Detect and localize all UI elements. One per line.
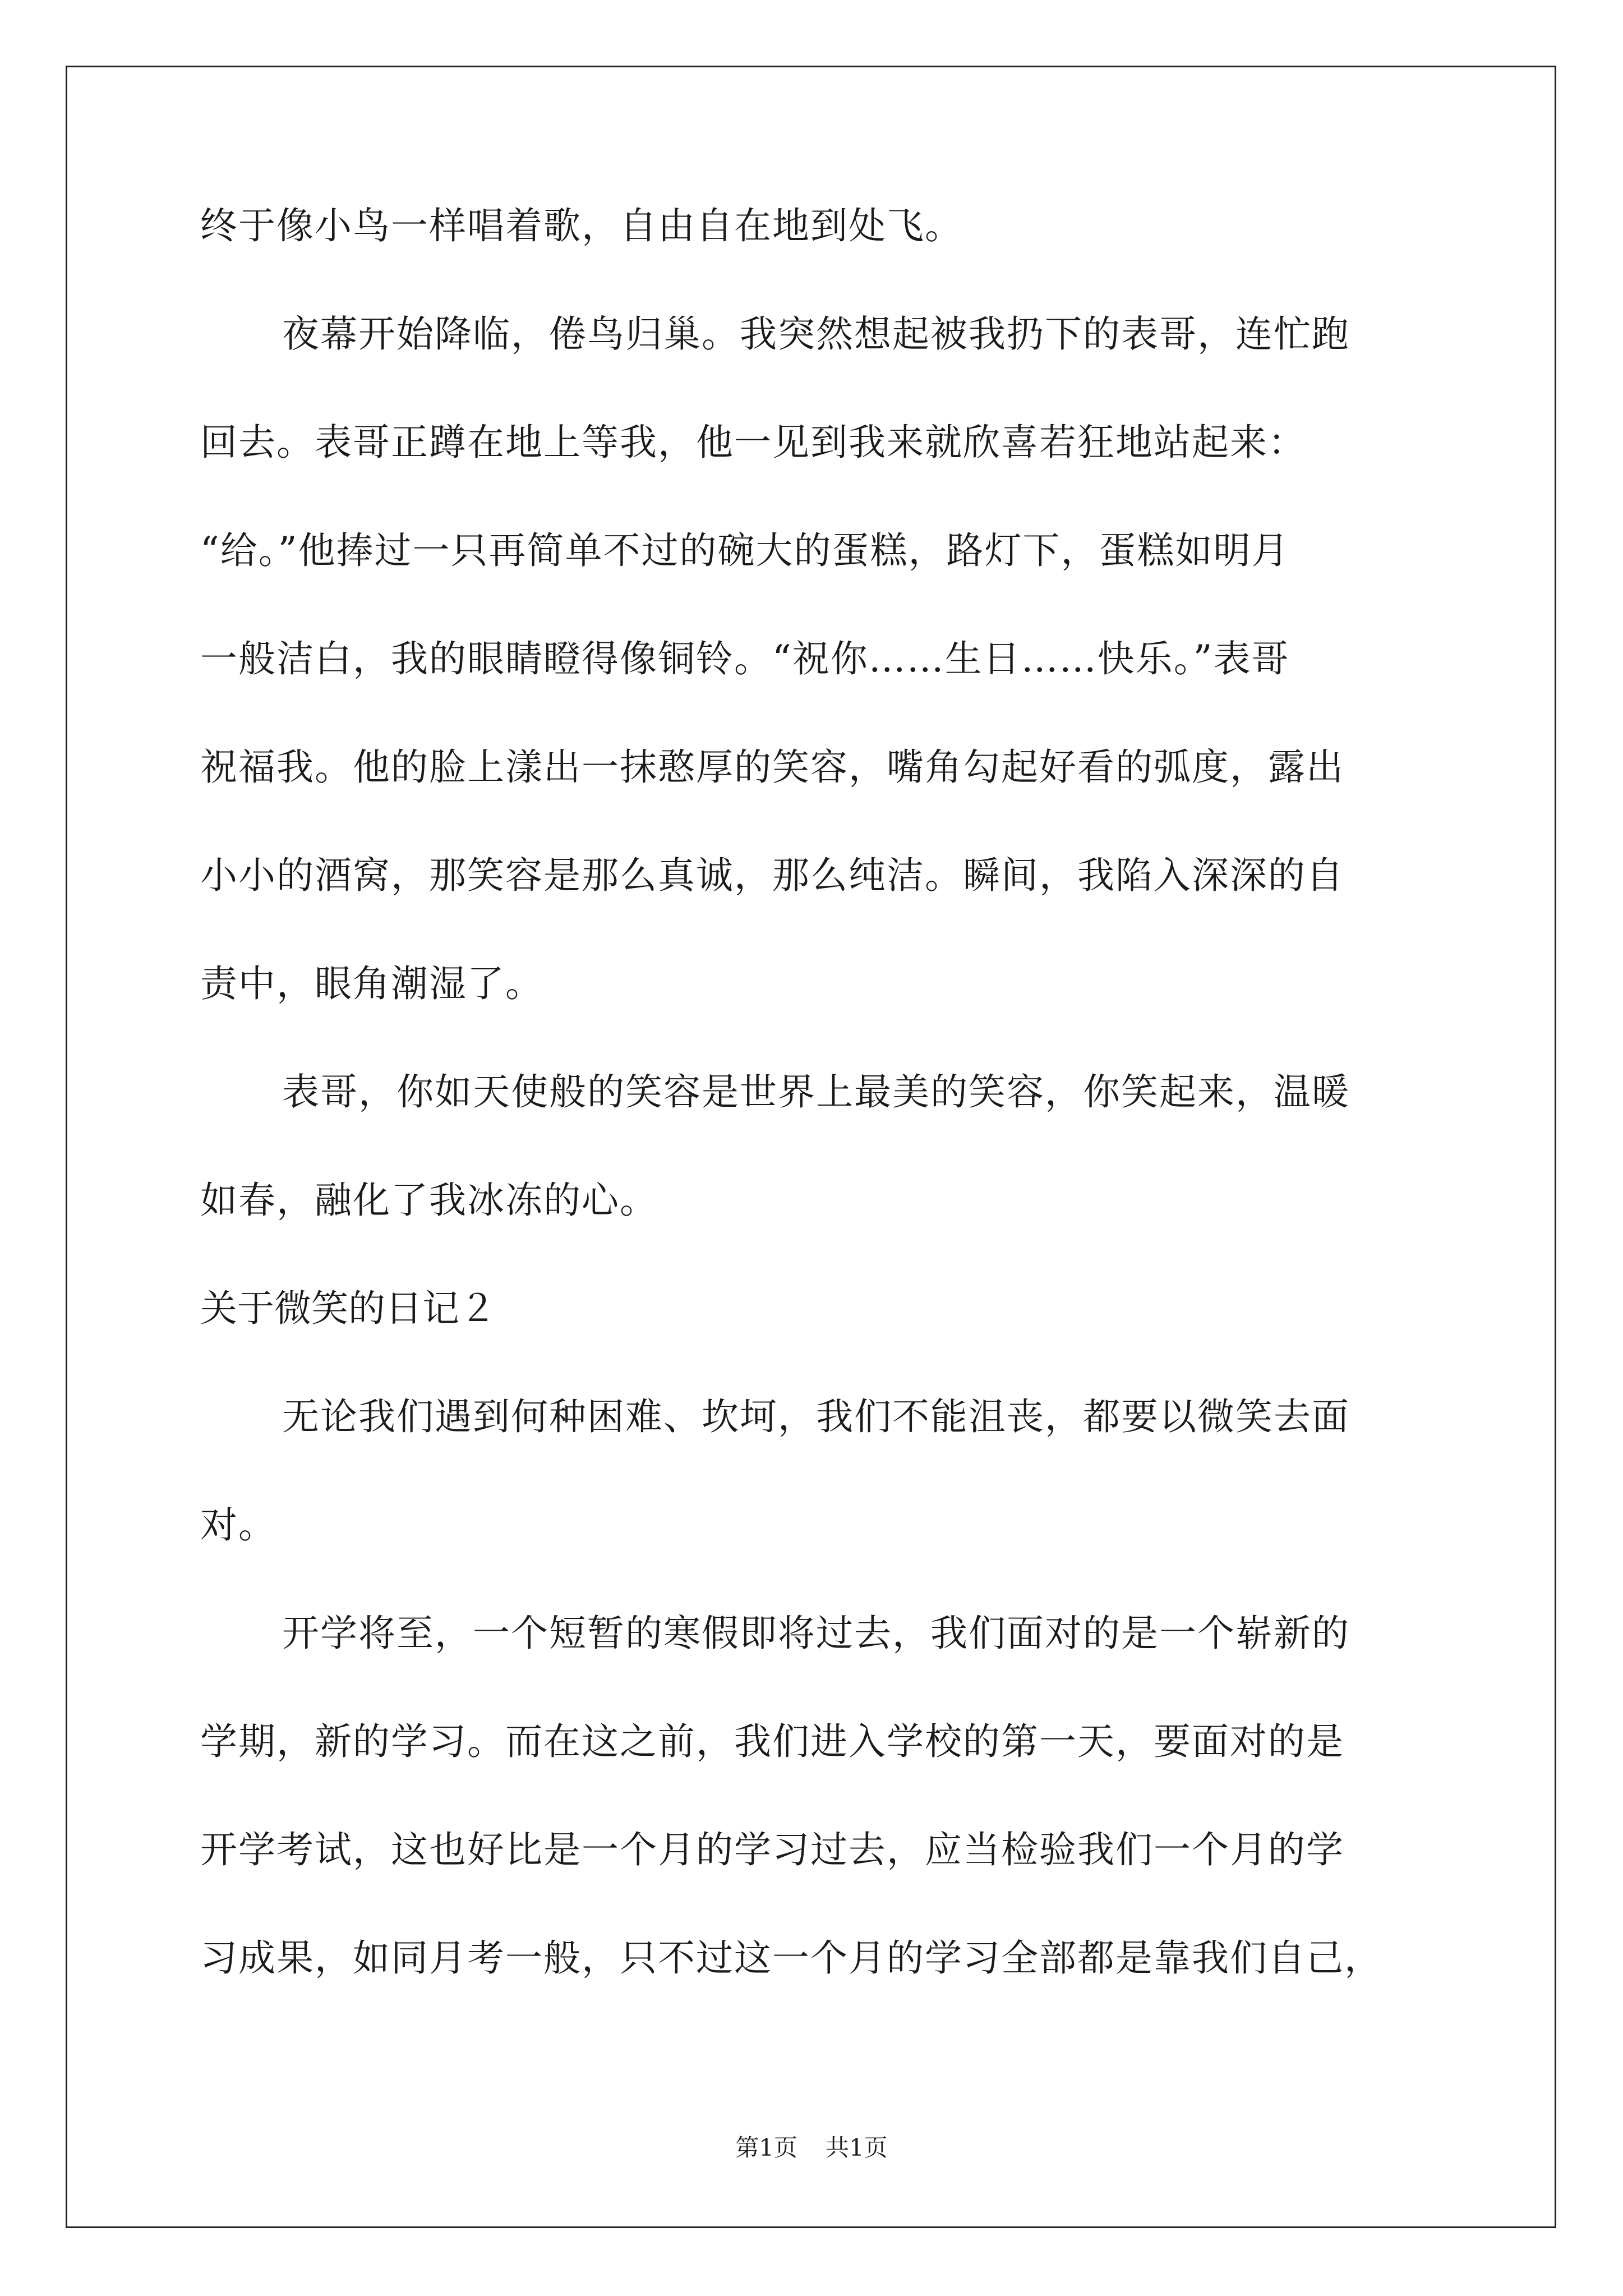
paragraph-line: 开学将至，一个短暂的寒假即将过去，我们面对的是一个崭新的 [282, 1612, 1350, 1655]
paragraph-line: 无论我们遇到何种困难、坎坷，我们不能沮丧，都要以微笑去面 [282, 1395, 1350, 1438]
paragraph-line: 对。 [200, 1503, 276, 1547]
document-body [200, 204, 1428, 2048]
section-heading: 关于微笑的日记２ [200, 1287, 496, 1330]
page-number: 第1页 [735, 2134, 797, 2161]
page-total: 共1页 [826, 2134, 888, 2161]
page-footer [0, 2136, 1623, 2160]
paragraph-line: 终于像小鸟一样唱着歌，自由自在地到处飞。 [200, 204, 963, 247]
paragraph-line: 习成果，如同月考一般，只不过这一个月的学习全部都是靠我们自己， [200, 1936, 1382, 1980]
paragraph-line: 祝福我。他的脸上漾出一抹憨厚的笑容，嘴角勾起好看的弧度，露出 [200, 746, 1344, 789]
paragraph-line: 学期，新的学习。而在这之前，我们进入学校的第一天，要面对的是 [200, 1720, 1344, 1763]
paragraph-line: 如春，融化了我冰冻的心。 [200, 1179, 658, 1222]
paragraph-line: 回去。表哥正蹲在地上等我，他一见到我来就欣喜若狂地站起来： [200, 421, 1306, 464]
paragraph-line: 一般洁白，我的眼睛瞪得像铜铃。“祝你……生日……快乐。”表哥 [200, 637, 1290, 680]
paragraph-line: 小小的酒窝，那笑容是那么真诚，那么纯洁。瞬间，我陷入深深的自 [200, 854, 1344, 897]
paragraph-line: “给。”他捧过一只再简单不过的碗大的蛋糕，路灯下，蛋糕如明月 [200, 529, 1290, 572]
paragraph-line: 责中，眼角潮湿了。 [200, 962, 543, 1005]
paragraph-line: 开学考试，这也好比是一个月的学习过去，应当检验我们一个月的学 [200, 1828, 1344, 1871]
paragraph-line: 夜幕开始降临，倦鸟归巢。我突然想起被我扔下的表哥，连忙跑 [282, 312, 1350, 356]
paragraph-line: 表哥，你如天使般的笑容是世界上最美的笑容，你笑起来，温暖 [282, 1070, 1350, 1114]
